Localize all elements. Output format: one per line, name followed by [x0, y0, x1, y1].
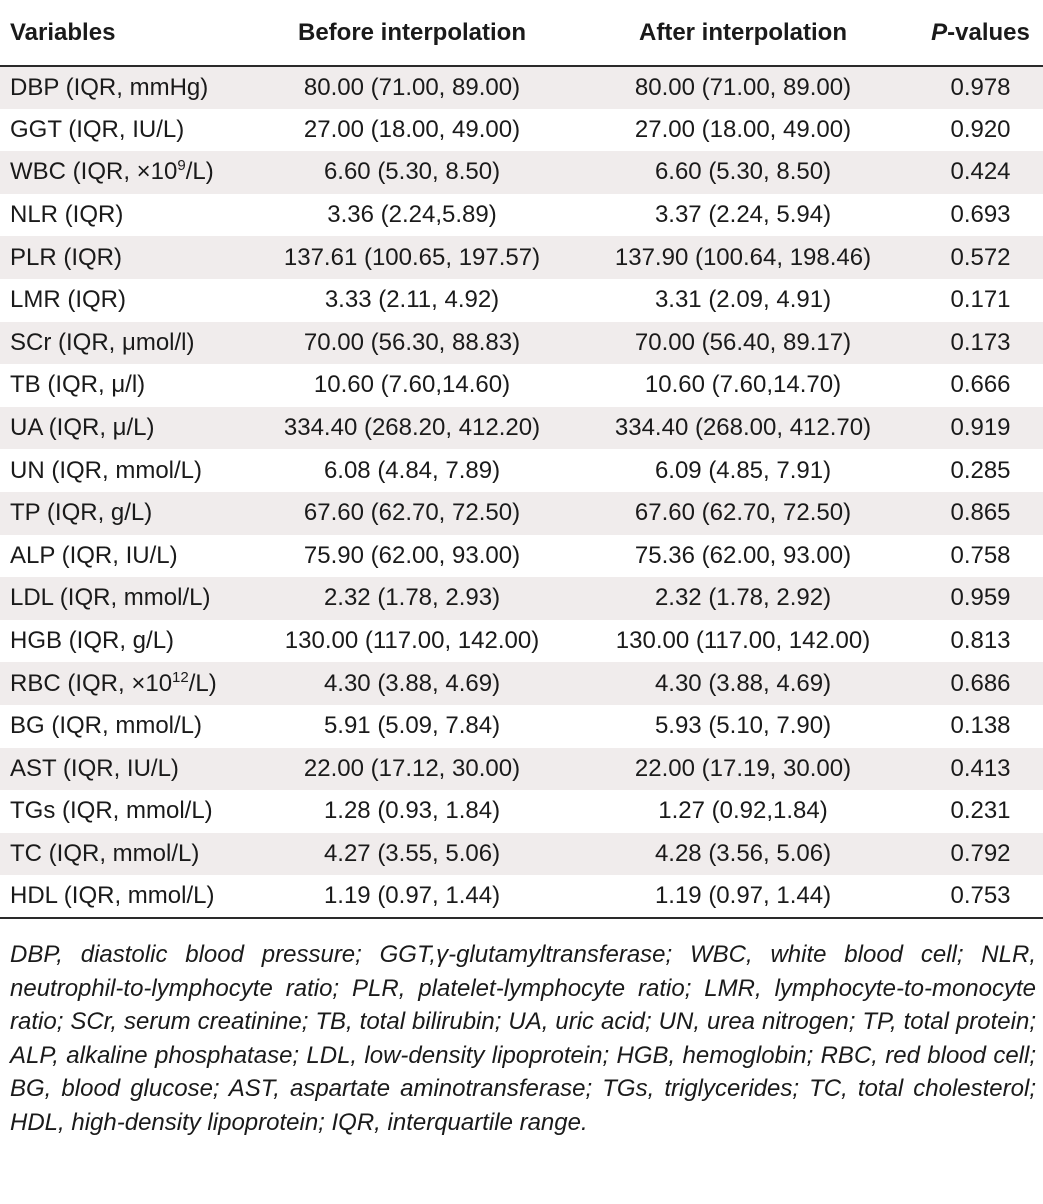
- cell-variable: [0, 535, 256, 578]
- cell-p-value: 0.792: [950, 839, 1011, 867]
- cell-before: 67.60 (62.70, 72.50): [303, 499, 521, 527]
- table-row: [0, 151, 1043, 194]
- header-p-values: [918, 0, 1043, 66]
- table-row: [0, 620, 1043, 663]
- cell-variable: [0, 790, 256, 833]
- variable-suffix: /L): [188, 669, 217, 697]
- cell-after: 75.36 (62.00, 93.00): [634, 541, 852, 569]
- cell-after: 334.40 (268.00, 412.70): [614, 414, 872, 442]
- cell-p-value: 0.686: [950, 669, 1011, 697]
- cell-p-value: 0.424: [950, 158, 1011, 186]
- table-row: [0, 66, 1043, 109]
- table-row: [0, 109, 1043, 152]
- table-row: [0, 492, 1043, 535]
- table-row: [0, 875, 1043, 918]
- table-row: [0, 833, 1043, 876]
- cell-variable: [0, 449, 256, 492]
- cell-p-value: 0.285: [950, 456, 1011, 484]
- variable-text: TP (IQR, g/L): [10, 499, 153, 527]
- cell-p-value: 0.413: [950, 754, 1011, 782]
- variable-text: PLR (IQR): [10, 243, 123, 271]
- variable-text: WBC (IQR, ×10: [10, 158, 178, 186]
- variable-text: DBP (IQR, mmHg): [10, 73, 209, 101]
- cell-after: 1.19 (0.97, 1.44): [568, 875, 918, 918]
- cell-variable: [0, 364, 256, 407]
- table-body: [0, 66, 1043, 918]
- table-footnote: DBP, diastolic blood pressure; GGT,γ-glutamyltransferase; WBC, white blood cell; NLR, neutrophil-to-lymphocyte ratio; PLR, platelet-lymphocyte ratio; LMR, lymphocyte-to-monocyte ratio; SCr, serum creatinine; TB, total bilirubin; UA, uric acid; UN, urea nitrogen; TP, total protein; ALP, alkaline phosphatase; LDL, low-density lipoprotein; HGB, hemoglobin; RBC, red blood cell; BG, blood glucose; AST, aspartate aminotransferase; TGs, triglycerides; TC, total cholesterol; HDL, high-density lipoprotein; IQR, interquartile range.: [10, 941, 1036, 1136]
- variable-text: HDL (IQR, mmol/L): [10, 882, 215, 910]
- cell-after: 3.37 (2.24, 5.94): [654, 201, 832, 229]
- table-row: [0, 236, 1043, 279]
- cell-before: 1.28 (0.93, 1.84): [323, 797, 501, 825]
- table-row: [0, 748, 1043, 791]
- cell-variable: [0, 66, 256, 109]
- cell-before: 130.00 (117.00, 142.00): [284, 627, 540, 655]
- cell-before: 137.61 (100.65, 197.57): [283, 243, 541, 271]
- cell-after: 3.31 (2.09, 4.91): [654, 286, 832, 314]
- cell-after: 22.00 (17.19, 30.00): [634, 754, 852, 782]
- cell-before: 3.33 (2.11, 4.92): [324, 286, 500, 314]
- header-variables: Variables: [0, 0, 256, 66]
- cell-p-value: 0.173: [950, 328, 1011, 356]
- table-row: [0, 194, 1043, 237]
- cell-after: 80.00 (71.00, 89.00): [634, 73, 852, 101]
- cell-after: 27.00 (18.00, 49.00): [634, 115, 852, 143]
- cell-variable: [0, 236, 256, 279]
- table-row: [0, 279, 1043, 322]
- cell-before: 75.90 (62.00, 93.00): [303, 541, 521, 569]
- cell-before: 5.91 (5.09, 7.84): [323, 712, 501, 740]
- cell-before: 10.60 (7.60,14.60): [313, 371, 511, 399]
- cell-after: 67.60 (62.70, 72.50): [634, 499, 852, 527]
- cell-p-value: 0.978: [950, 73, 1011, 101]
- cell-variable: [0, 194, 256, 237]
- cell-variable: [0, 833, 256, 876]
- cell-before: 1.19 (0.97, 1.44): [256, 875, 568, 918]
- cell-p-value: 0.758: [950, 541, 1011, 569]
- header-p-rest: -values: [947, 18, 1030, 46]
- table-row: [0, 449, 1043, 492]
- cell-variable: [0, 322, 256, 365]
- cell-variable: [0, 109, 256, 152]
- variable-text: TGs (IQR, mmol/L): [10, 797, 213, 825]
- cell-after: 6.09 (4.85, 7.91): [654, 456, 832, 484]
- header-row: [0, 0, 1043, 66]
- variable-text: TC (IQR, mmol/L): [10, 839, 200, 867]
- variable-text: UA (IQR, μ/L): [10, 414, 155, 442]
- cell-p-value: 0.693: [950, 201, 1011, 229]
- cell-before: 27.00 (18.00, 49.00): [303, 115, 521, 143]
- header-after-interpolation: After interpolation: [568, 0, 918, 66]
- table-header: [0, 0, 1043, 66]
- variable-text: TB (IQR, μ/l): [10, 371, 146, 399]
- table-row: [0, 407, 1043, 450]
- cell-variable: [0, 620, 256, 663]
- cell-variable: [0, 279, 256, 322]
- variable-text: RBC (IQR, ×10: [10, 669, 173, 697]
- cell-before: 2.32 (1.78, 2.93): [323, 584, 501, 612]
- variable-text: NLR (IQR): [10, 201, 124, 229]
- variable-suffix: /L): [185, 158, 214, 186]
- cell-variable: [0, 705, 256, 748]
- cell-p-value: 0.959: [950, 584, 1011, 612]
- cell-after: 4.28 (3.56, 5.06): [654, 839, 832, 867]
- variable-text: ALP (IQR, IU/L): [10, 541, 178, 569]
- cell-variable: [0, 492, 256, 535]
- cell-after: 137.90 (100.64, 198.46): [614, 243, 872, 271]
- cell-p-value: 0.666: [950, 371, 1011, 399]
- table-row: [0, 790, 1043, 833]
- cell-variable: [0, 875, 256, 918]
- table-row: [0, 577, 1043, 620]
- cell-p-value: 0.919: [950, 414, 1011, 442]
- cell-variable: [0, 407, 256, 450]
- cell-p-value: 0.171: [950, 286, 1011, 314]
- cell-before: 334.40 (268.20, 412.20): [283, 414, 541, 442]
- cell-variable: [0, 748, 256, 791]
- variable-text: AST (IQR, IU/L): [10, 754, 179, 782]
- variable-text: HGB (IQR, g/L): [10, 627, 175, 655]
- cell-before: 6.08 (4.84, 7.89): [323, 456, 501, 484]
- table-row: [0, 364, 1043, 407]
- cell-before: 80.00 (71.00, 89.00): [303, 73, 521, 101]
- cell-after: 130.00 (117.00, 142.00): [615, 627, 871, 655]
- cell-after: 1.27 (0.92,1.84): [658, 797, 828, 825]
- cell-before: 4.27 (3.55, 5.06): [323, 839, 501, 867]
- variable-text: LDL (IQR, mmol/L): [10, 584, 211, 612]
- cell-after: 6.60 (5.30, 8.50): [654, 158, 832, 186]
- cell-before: 22.00 (17.12, 30.00): [303, 754, 521, 782]
- header-before-interpolation: Before interpolation: [256, 0, 568, 66]
- cell-p-value: 0.813: [950, 627, 1011, 655]
- cell-variable: [0, 662, 256, 705]
- cell-p-value: 0.920: [950, 115, 1011, 143]
- cell-p-value: 0.865: [950, 499, 1011, 527]
- table-row: [0, 705, 1043, 748]
- variable-text: SCr (IQR, μmol/l): [10, 328, 195, 356]
- cell-after: 5.93 (5.10, 7.90): [654, 712, 832, 740]
- variable-superscript: 9: [177, 157, 186, 175]
- cell-p-value: 0.753: [918, 875, 1043, 918]
- header-p-italic: P: [931, 18, 948, 46]
- cell-after: 2.32 (1.78, 2.92): [654, 584, 832, 612]
- cell-after: 70.00 (56.40, 89.17): [634, 328, 852, 356]
- cell-before: 4.30 (3.88, 4.69): [323, 669, 501, 697]
- cell-p-value: 0.138: [950, 712, 1011, 740]
- table-row: [0, 662, 1043, 705]
- table-row: [0, 535, 1043, 578]
- variable-text: LMR (IQR): [10, 286, 126, 314]
- variable-superscript: 12: [172, 668, 189, 686]
- cell-before: 70.00 (56.30, 88.83): [303, 328, 521, 356]
- variable-text: BG (IQR, mmol/L): [10, 712, 203, 740]
- table-row: [0, 322, 1043, 365]
- variable-text: GGT (IQR, IU/L): [10, 115, 185, 143]
- variable-text: UN (IQR, mmol/L): [10, 456, 202, 484]
- cell-p-value: 0.572: [950, 243, 1011, 271]
- cell-after: 4.30 (3.88, 4.69): [654, 669, 832, 697]
- cell-variable: [0, 151, 256, 194]
- cell-p-value: 0.231: [950, 797, 1011, 825]
- cell-variable: [0, 577, 256, 620]
- cell-before: 3.36 (2.24,5.89): [327, 201, 497, 229]
- cell-after: 10.60 (7.60,14.70): [644, 371, 842, 399]
- cell-before: 6.60 (5.30, 8.50): [323, 158, 501, 186]
